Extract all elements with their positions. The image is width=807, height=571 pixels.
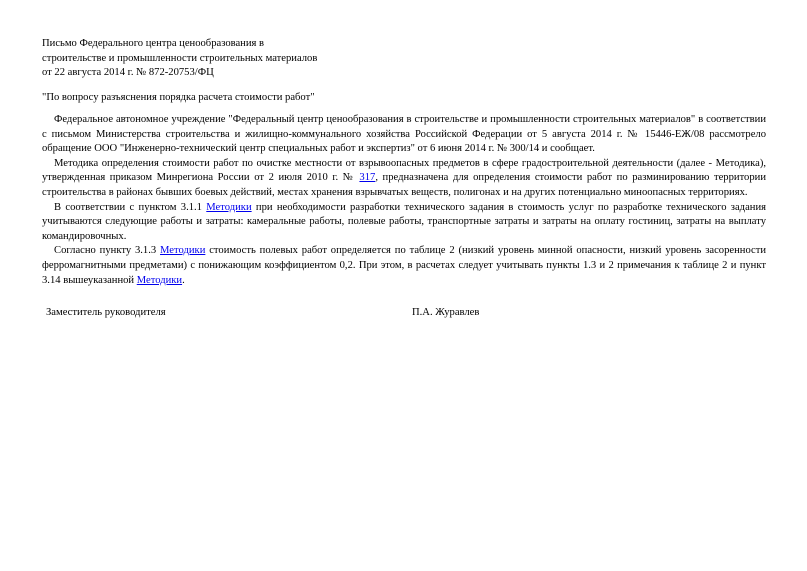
paragraph-3 <box>42 201 766 245</box>
paragraph-2-text-end: , предназначена для определения стоимости работ по разминированию территории строительства в районах бывших боевых действий, местах хранения взрывчатых веществ, полигонах и на других потенциально миноопасных территориях. <box>42 172 766 198</box>
header-line-2: строительстве и промышленности строительных материалов <box>42 52 318 64</box>
methodology-link[interactable]: Методики <box>136 274 183 286</box>
document-subject: "По вопросу разъяснения порядка расчета стоимости работ" <box>42 92 315 103</box>
document-header <box>42 37 342 81</box>
paragraph-1: Федеральное автономное учреждение "Федеральный центр ценообразования в строительстве и промышленности строительных материалов" в соответствии с письмом Министерства строительства и жилищно-коммунального хозяйства Российской Федерации от 5 августа 2014 г. № 15446-ЕЖ/08 рассмотрело обращение ООО "Инженерно-технический центр специальных работ и экспертиз" от 6 июня 2014 г. № 300/14 и сообщает. <box>42 114 766 155</box>
paragraph-3-text-start: В соответствии с пунктом 3.1.1 <box>54 201 207 213</box>
paragraph-2 <box>42 157 766 201</box>
paragraph-4 <box>42 244 766 288</box>
paragraph-4-text-middle: стоимость полевых работ определяется по таблице 2 (низкий уровень минной опасности, низкий уровень засоренности ферромагнитными предметами) с понижающим коэффициентом 0,2. При этом, в расчетах следует учитывать пункты 1.3 и 2 примечания к таблице 2 и пункт 3.14 вышеуказанной <box>42 245 767 286</box>
signatory-position: Заместитель руководителя <box>46 307 166 318</box>
header-line-3: от 22 августа 2014 г. № 872-20753/ФЦ <box>42 67 214 79</box>
signatory-name: П.А. Журавлев <box>412 307 480 318</box>
paragraph-3-text-end: при необходимости разработки технического задания в стоимость услуг по разработке технического задания учитываются следующие работы и затраты: камеральные работы, полевые работы, транспортные затраты и затраты на оплату гостиниц, затраты на выплату командировочных. <box>42 201 766 242</box>
document-body <box>42 113 766 288</box>
order-317-link[interactable]: 317 <box>359 172 376 184</box>
methodology-link[interactable]: Методики <box>160 245 206 257</box>
header-line-1: Письмо Федерального центра ценообразования в <box>42 38 265 49</box>
paragraph-4-text-end: . <box>182 274 185 286</box>
paragraph-2-text-start: Методика определения стоимости работ по очистке местности от взрывоопасных предметов в сфере градостроительной деятельности (далее - Методика), утвержденная приказом Минрегиона России от 2 июля 2010 г. № <box>42 157 766 184</box>
methodology-link[interactable]: Методики <box>206 201 252 213</box>
paragraph-4-text-start: Согласно пункту 3.1.3 <box>54 245 161 257</box>
